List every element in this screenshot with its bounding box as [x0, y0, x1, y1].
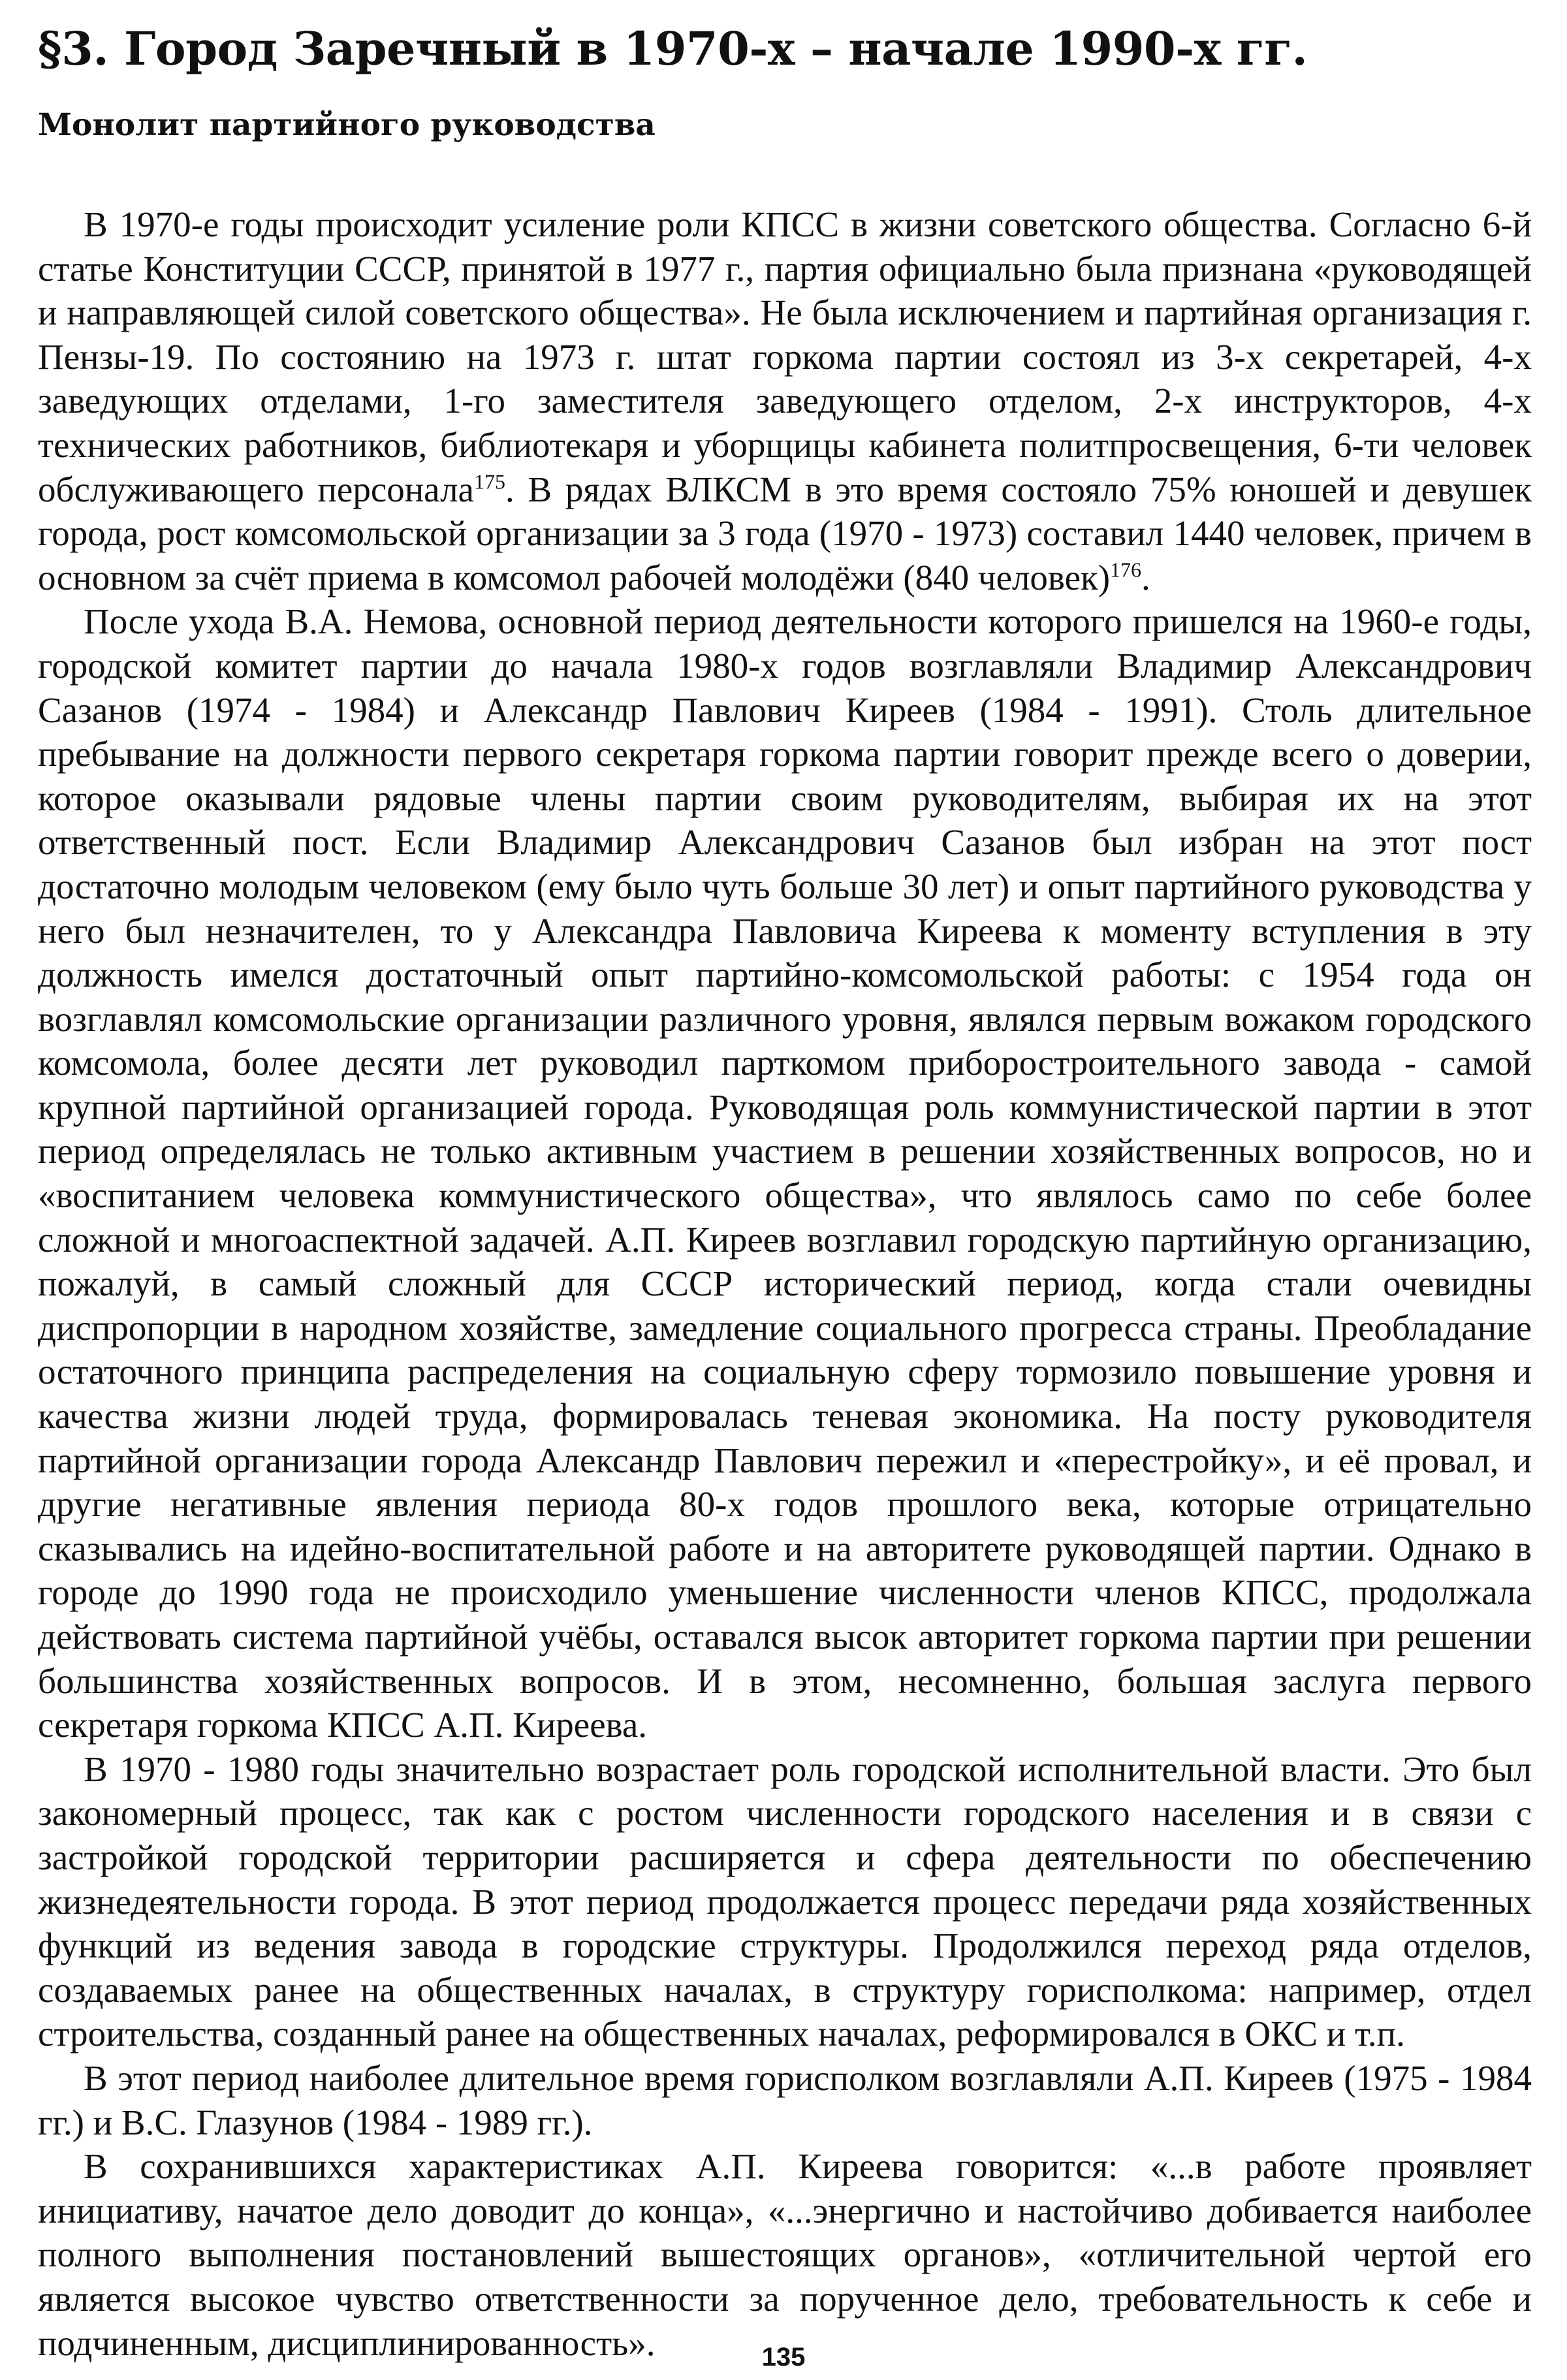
footnote-ref-175: 175 [473, 469, 505, 494]
page-number: 135 [761, 2343, 806, 2372]
section-title: §3. Город Заречный в 1970-х – начале 1990-х гг. [38, 22, 1308, 76]
paragraph-3: В 1970 - 1980 годы значительно возрастает роль городской исполнительной власти. Это был закономерный процесс, так как с ростом численности городского населения и в связи с застройкой городской территории расширяется и сфера деятельности по обеспечению жизнедеятельности города. В этот период продолжается процесс передачи ряда хозяйственных функций из ведения завода в городские структуры. Продолжился переход ряда отделов, создаваемых ранее на общественных началах, в структуру горисполкома: например, отдел строительства, созданный ранее на общественных началах, реформировался в ОКС и т.п. [38, 1749, 1532, 2054]
paragraph-1-text-c: . [1141, 557, 1150, 597]
document-page [38, 20, 1532, 2365]
paragraph-5: В сохранившихся характеристиках А.П. Киреева говорится: «...в работе проявляет инициативу, начатое дело доводит до конца», «...энергично и настойчиво добивается наиболее полного выполнения постановлений вышестоящих органов», «отличительной чертой его является высокое чувство ответственности за порученное дело, требовательность к себе и подчиненным, дисциплинированность». [38, 2146, 1532, 2363]
footnote-ref-176: 176 [1110, 558, 1142, 582]
paragraph-1 [38, 202, 1532, 599]
paragraph-1-text-b: . В рядах ВЛКСМ в это время состояло 75% юношей и девушек города, рост комсомольской организации за 3 года (1970 - 1973) составил 1440 человек, причем в основном за счёт приема в комсомол рабочей молодёжи (840 человек) [38, 469, 1532, 597]
paragraph-4: В этот период наиболее длительное время горисполком возглавляли А.П. Киреев (1975 - 1984 гг.) и В.С. Глазунов (1984 - 1989 гг.). [38, 2057, 1532, 2142]
paragraph-1-text-a: В 1970-е годы происходит усиление роли КПСС в жизни советского общества. Согласно 6-й статье Конституции СССР, принятой в 1977 г., партия официально была признана «руководящей и направляющей силой советского общества». Не была исключением и партийная организация г. Пензы-19. По состоянию на 1973 г. штат горкома партии состоял из 3-х секретарей, 4-х заведующих отделами, 1-го заместителя заведующего отделом, 2-х инструкторов, 4-х технических работников, библиотекаря и уборщицы кабинета политпросвещения, 6-ти человек обслуживающего персонала [38, 204, 1532, 509]
subsection-title: Монолит партийного руководства [38, 107, 656, 143]
paragraph-2: После ухода В.А. Немова, основной период деятельности которого пришелся на 1960-е годы, городской комитет партии до начала 1980-х годов возглавляли Владимир Александрович Сазанов (1974 - 1984) и Александр Павлович Киреев (1984 - 1991). Столь длительное пребывание на должности первого секретаря горкома партии говорит прежде всего о доверии, которое оказывали рядовые члены партии своим руководителям, выбирая их на этот ответственный пост. Если Владимир Александрович Сазанов был избран на этот пост достаточно молодым человеком (ему было чуть больше 30 лет) и опыт партийного руководства у него был незначителен, то у Александра Павловича Киреева к моменту вступления в эту должность имелся достаточный опыт партийно-комсомольской работы: с 1954 года он возглавлял комсомольские организации различного уровня, являлся первым вожаком городского комсомола, более десяти лет руководил парткомом приборостроительного завода - самой крупной партийной организацией города. Руководящая роль коммунистической партии в этот период определялась не только активным участием в решении хозяйственных вопросов, но и «воспитанием человека коммунистического общества», что являлось само по себе более сложной и многоаспектной задачей. А.П. Киреев возглавил городскую партийную организацию, пожалуй, в самый сложный для СССР исторический период, когда стали очевидны диспропорции в народном хозяйстве, замедление социального прогресса страны. Преобладание остаточного принципа распределения на социальную сферу тормозило повышение уровня и качества жизни людей труда, формировалась теневая экономика. На посту руководителя партийной организации города Александр Павлович пережил и «перестройку», и её провал, и другие негативные явления периода 80-х годов прошлого века, которые отрицательно сказывались на идейно-воспитательной работе и на авторитете руководящей партии. Однако в городе до 1990 года не происходило уменьшение численности членов КПСС, продолжала действовать система партийной учёбы, оставался высок авторитет горкома партии при решении большинства хозяйственных вопросов. И в этом, несомненно, большая заслуга первого секретаря горкома КПСС А.П. Киреева. [38, 601, 1532, 1745]
body-text [38, 202, 1532, 2365]
